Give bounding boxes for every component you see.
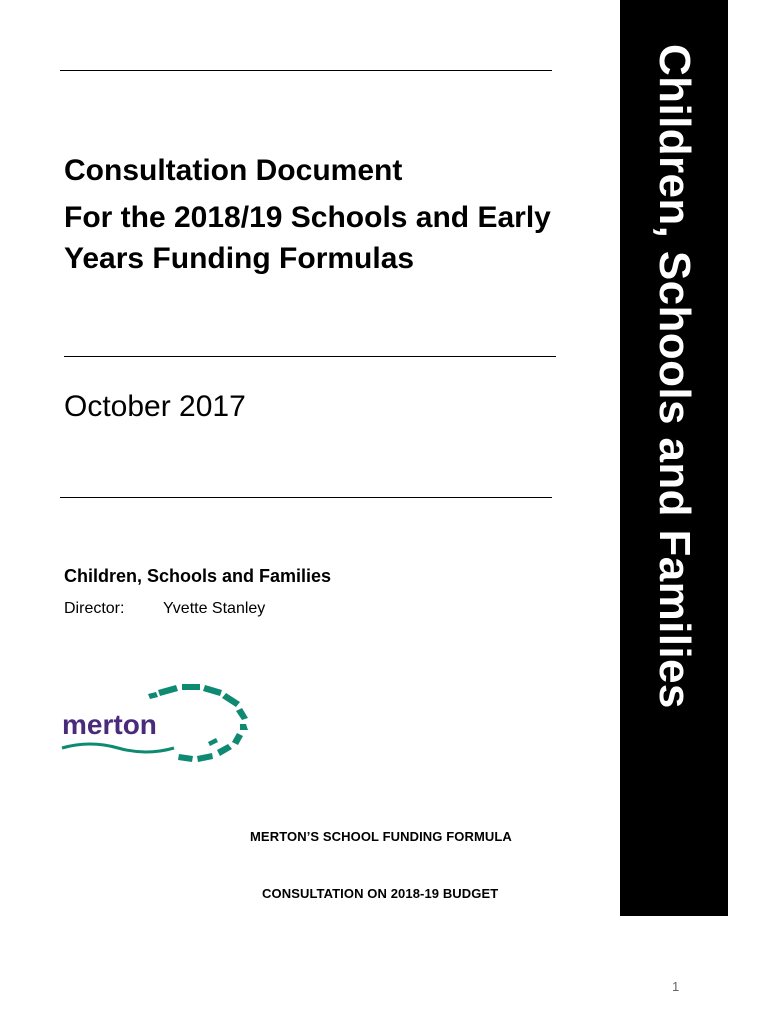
document-title-line-3: Years Funding Formulas — [64, 242, 415, 275]
director-label: Director: — [64, 600, 125, 617]
middle-divider — [64, 356, 556, 357]
document-title-line-1: Consultation Document — [64, 154, 403, 187]
footer-heading-formula: MERTON’S SCHOOL FUNDING FORMULA — [250, 829, 512, 844]
director-line — [64, 600, 266, 618]
footer-heading-consultation: CONSULTATION ON 2018-19 BUDGET — [262, 886, 499, 901]
lower-divider — [60, 497, 552, 498]
document-title-line-2: For the 2018/19 Schools and Early — [64, 201, 551, 234]
document-date: October 2017 — [64, 390, 246, 423]
sidebar-band — [620, 0, 728, 916]
sidebar-title: Children, Schools and Families — [650, 44, 699, 709]
department-name: Children, Schools and Families — [64, 566, 332, 586]
merton-logo-text: merton — [62, 709, 157, 740]
top-divider — [60, 70, 552, 71]
director-name: Yvette Stanley — [163, 600, 266, 617]
page-number: 1 — [672, 979, 680, 994]
merton-logo — [60, 682, 260, 772]
